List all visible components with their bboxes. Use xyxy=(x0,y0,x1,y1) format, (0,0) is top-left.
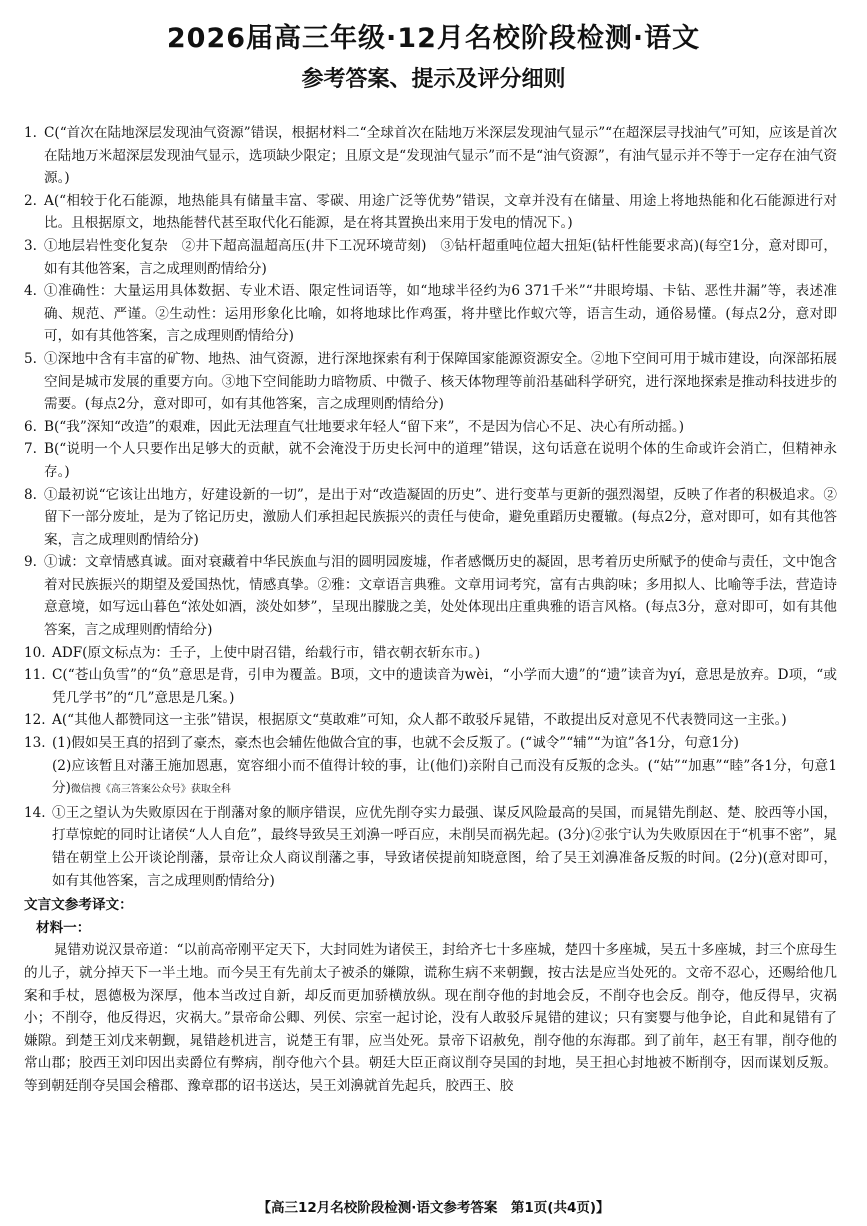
answer-item-13-part2 xyxy=(24,755,837,802)
answer-text: B(“说明一个人只要作出足够大的贡献，就不会淹没于历史长河中的道理”错误，这句话意在说明个体的生命或许会消亡，但精神永存。) xyxy=(44,441,837,480)
answer-number: 8. xyxy=(24,486,37,503)
answer-number: 5. xyxy=(24,350,37,367)
answer-item xyxy=(24,642,837,665)
answer-text: C(“苍山负雪”的“负”意思是背，引申为覆盖。B项，文中的遗读音为wèi，“小学而大遗”的“遗”读音为yí，意思是放弃。D项，“或凭几学书”的“几”意思是几案。) xyxy=(52,667,837,706)
answer-text: ADF(原文标点为：壬子，上使中尉召错，绐载行市，错衣朝衣斩东市。) xyxy=(52,644,481,661)
answer-item-13 xyxy=(24,732,837,755)
answer-number: 11. xyxy=(24,667,46,684)
answer-text: ①王之望认为失败原因在于削藩对象的顺序错误，应优先削夺实力最强、谋反风险最高的吴国，而晁错先削赵、楚、胶西等小国，打草惊蛇的同时让诸侯“人人自危”，最终导致吴王刘濞一呼百应，未削吴而祸先起。(3分)②张宁认为失败原因在于“机事不密”，晁错在朝堂上公开谈论削藩，景帝让众人商议削藩之事，导致诸侯提前知晓意图，给了吴王刘濞准备反叛的时间。(2分)(意对即可，如有其他答案，言之成理则酌情给分) xyxy=(52,804,837,889)
answer-text: A(“相较于化石能源，地热能具有储量丰富、零碳、用途广泛等优势”错误，文章并没有在储量、用途上将地热能和化石能源进行对比。且根据原文，地热能替代甚至取代化石能源，是在将其置换出来用于发电的情况下。) xyxy=(44,192,837,232)
answer-number: 10. xyxy=(24,644,46,661)
answer-item xyxy=(24,709,837,732)
answer-number: 4. xyxy=(24,283,37,300)
answer-item-14 xyxy=(24,802,837,892)
answer-list xyxy=(24,122,837,732)
answer-item xyxy=(24,484,837,552)
answer-text: A(“其他人都赞同这一主张”错误，根据原文“莫敢难”可知，众人都不敢驳斥晁错，不敢提出反对意见不代表赞同这一主张。) xyxy=(52,712,787,729)
answer-item xyxy=(24,664,837,709)
answer-item xyxy=(24,235,837,280)
translation-heading: 文言文参考译文： xyxy=(24,897,133,914)
answer-item xyxy=(24,551,837,641)
answer-text: ①深地中含有丰富的矿物、地热、油气资源，进行深地探索有利于保障国家能源资源安全。②地下空间可用于城市建设，向深部拓展空间是城市发展的重要方向。③地下空间能助力暗物质、中微子、核天体物理等前沿基础科学研究，进行深地探索是推动科技进步的需要。(每点2分，意对即可，如有其他答案，言之成理则酌情给分) xyxy=(44,350,837,413)
page-footer: 【高三12月名校阶段检测·语文参考答案 第1页(共4页)】 xyxy=(257,1200,610,1216)
answer-number: 2. xyxy=(24,192,37,209)
answer-text: ①准确性：大量运用具体数据、专业术语、限定性词语等，如“地球半径约为6 371千米”“井眼垮塌、卡钻、恶性井漏”等，表述准确、规范、严谨。②生动性：运用形象化比喻，如将地球比作鸡蛋，将井壁比作蚁穴等，语言生动，通俗易懂。(每点2分，意对即可，如有其他答案，言之成理则酌情给分) xyxy=(44,283,837,345)
answer-item xyxy=(24,280,837,348)
answer-text: ①最初说“它该让出地方，好建设新的一切”，是出于对“改造凝固的历史”、进行变革与更新的强烈渴望，反映了作者的积极追求。②留下一部分废址，是为了铭记历史，激励人们承担起民族振兴的责任与使命，避免重蹈历史覆辙。(每点2分，意对即可，如有其他答案，言之成理则酌情给分) xyxy=(44,486,837,548)
answer-number: 14. xyxy=(24,804,46,821)
answer-item xyxy=(24,348,837,416)
answer-body xyxy=(24,122,837,1098)
page-title: 2026届高三年级·12月名校阶段检测·语文 xyxy=(166,23,701,54)
answer-item xyxy=(24,190,837,235)
answer-text: (1)假如吴王真的招到了豪杰，豪杰也会辅佐他做合宜的事，也就不会反叛了。(“诚令”“辅”“为谊”各1分，句意1分) xyxy=(52,735,739,752)
answer-number: 9. xyxy=(24,554,37,571)
answer-item xyxy=(24,122,837,190)
answer-text: ①地层岩性变化复杂 ②井下超高温超高压(井下工况环境苛刻) ③钻杆超重吨位超大扭矩(钻杆性能要求高)(每空1分，意对即可，如有其他答案，言之成理则酌情给分) xyxy=(44,237,837,277)
watermark-note: 微信搜《高三答案公众号》获取全科 xyxy=(70,784,231,796)
answer-number: 12. xyxy=(24,712,46,729)
answer-item xyxy=(24,416,837,439)
answer-text: B(“我”深知“改造”的艰难，因此无法理直气壮地要求年轻人“留下来”，不是因为信心不足、决心有所动摇。) xyxy=(44,418,685,435)
answer-text: (2)应该暂且对藩王施加恩惠，宽容细小而不值得计较的事，让(他们)亲附自己而没有反叛的念头。(“姑”“加惠”“睦”各1分，句意1分) xyxy=(52,757,837,797)
answer-text: C(“首次在陆地深层发现油气资源”错误，根据材料二“全球首次在陆地万米深层发现油气显示”“在超深层寻找油气”可知，应该是首次在陆地万米超深层发现油气显示，选项缺少限定；且原文是“发现油气显示”而不是“油气资源”，有油气显示并不等于一定存在油气资源。) xyxy=(44,125,837,187)
answer-number: 7. xyxy=(24,441,37,458)
answer-number: 6. xyxy=(24,418,37,435)
answer-number: 3. xyxy=(24,237,37,254)
page-subtitle: 参考答案、提示及评分细则 xyxy=(301,67,566,92)
answer-text: ①诚：文章情感真诚。面对衰藏着中华民族血与泪的圆明园废墟，作者感慨历史的凝固，思考着历史所赋予的使命与责任，文中饱含着对民族振兴的期望及爱国热忱，情感真挚。②雅：文章语言典雅。文章用词考究，富有古典韵味；多用拟人、比喻等手法，营造诗意意境，如写远山暮色“浓处如酒，淡处如梦”，呈现出朦胧之美，处处体现出庄重典雅的语言风格。(每点3分，意对即可，如有其他答案，言之成理则酌情给分) xyxy=(44,554,837,639)
material-label: 材料一： xyxy=(36,919,91,936)
translation-text: 晁错劝说汉景帝道：“以前高帝刚平定天下，大封同姓为诸侯王，封给齐七十多座城，楚四十多座城，吴五十多座城，封三个庶母生的儿子，就分掉天下一半土地。而今吴王有先前太子被杀的嫌隙，谎称生病不来朝觐，按古法是应当处死的。文帝不忍心，还赐给他几案和手杖，恩德极为深厚，他本当改过自新，却反而更加骄横放纵。现在削夺他的封地会反，不削夺也会反。削夺，他反得早，灾祸小；不削夺，他反得迟，灾祸大。”景帝命公卿、列侯、宗室一起讨论，没有人敢驳斥晁错的建议；只有窦婴与他争论，自此和晁错有了嫌隙。到楚王刘戊来朝觐，晁错趁机进言，说楚王有罪，应当处死。景帝下诏赦免，削夺他的东海郡。到了前年，赵王有罪，削夺他的常山郡；胶西王刘印因出卖爵位有弊病，削夺他六个县。朝廷大臣正商议削夺吴国的封地，吴王担心封地被不断削夺，因而谋划反叛。等到朝廷削夺吴国会稽郡、豫章郡的诏书送达，吴王刘濞就首先起兵，胶西王、胶 xyxy=(24,942,837,1094)
answer-number: 13. xyxy=(24,735,46,752)
answer-item xyxy=(24,438,837,483)
answer-number: 1. xyxy=(24,125,37,141)
